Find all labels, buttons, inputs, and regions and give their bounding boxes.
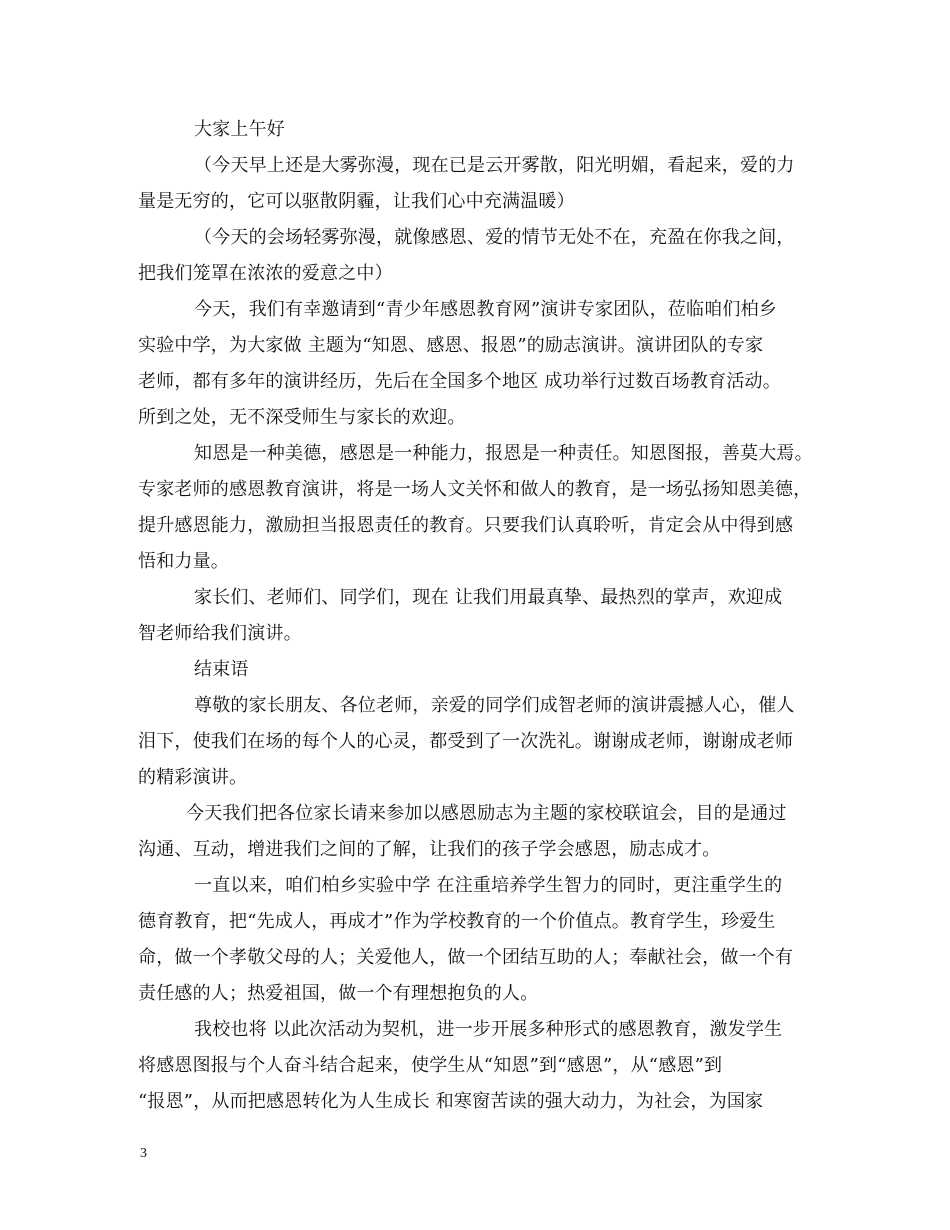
body-paragraph: 一直以来，咱们柏乡实验中学 在注重培养学生智力的同时，更注重学生的 德育教育，把“先成人，再成才”作为学校教育的一个价值点。教育学生，珍爱生 命，做一个孝敬父母的人；关爱他人，做一个团结互助的人；奉献社会，做一个有 责任感的人；热爱祖国，做一个有理想抱负的人。 [138,875,794,1004]
greeting-paragraph: 大家上午好 [194,119,285,140]
section-heading: 结束语 [194,659,249,680]
body-paragraph: 家长们、老师们、同学们，现在 让我们用最真挚、最热烈的掌声，欢迎成 智老师给我们演讲。 [138,587,783,644]
body-paragraph: （今天的会场轻雾弥漫，就像感恩、爱的情节无处不在，充盈在你我之间， 把我们笼罩在浓浓的爱意之中） [138,227,795,284]
body-paragraph: 尊敬的家长朋友、各位老师，亲爱的同学们成智老师的演讲震撼人心，催人 泪下，使我们在场的每个人的心灵，都受到了一次洗礼。谢谢成老师，谢谢成老师 的精彩演讲。 [138,695,795,788]
page-number: 3 [140,1146,147,1161]
body-paragraph: 今天，我们有幸邀请到“青少年感恩教育网”演讲专家团队，莅临咱们柏乡 实验中学，为大家做 主题为“知恩、感恩、报恩”的励志演讲。演讲团队的专家 老师，都有多年的演讲经历，先后在全国多个地区 成功举行过数百场教育活动。 所到之处，无不深受师生与家长的欢迎。 [138,299,781,428]
document-body [138,112,822,1120]
body-paragraph: （今天早上还是大雾弥漫，现在已是云开雾散，阳光明媚，看起来，爱的力 量是无穷的，它可以驱散阴霾，让我们心中充满温暖） [138,155,795,212]
body-paragraph: 我校也将 以此次活动为契机，进一步开展多种形式的感恩教育，激发学生 将感恩图报与个人奋斗结合起来，使学生从“知恩”到“感恩”，从“感恩”到 “报恩”，从而把感恩转化为人生成长 和寒窗苦读的强大动力，为社会，为国家 [138,1019,783,1112]
body-paragraph: 知恩是一种美德，感恩是一种能力，报恩是一种责任。知恩图报，善莫大焉。 专家老师的感恩教育演讲，将是一场人文关怀和做人的教育，是一场弘扬知恩美德， 提升感恩能力，激励担当报恩责任的教育。只要我们认真聆听，肯定会从中得到感 悟和力量。 [138,443,813,572]
body-paragraph: 今天我们把各位家长请来参加以感恩励志为主题的家校联谊会，目的是通过 沟通、互动，增进我们之间的了解，让我们的孩子学会感恩，励志成才。 [138,803,787,860]
